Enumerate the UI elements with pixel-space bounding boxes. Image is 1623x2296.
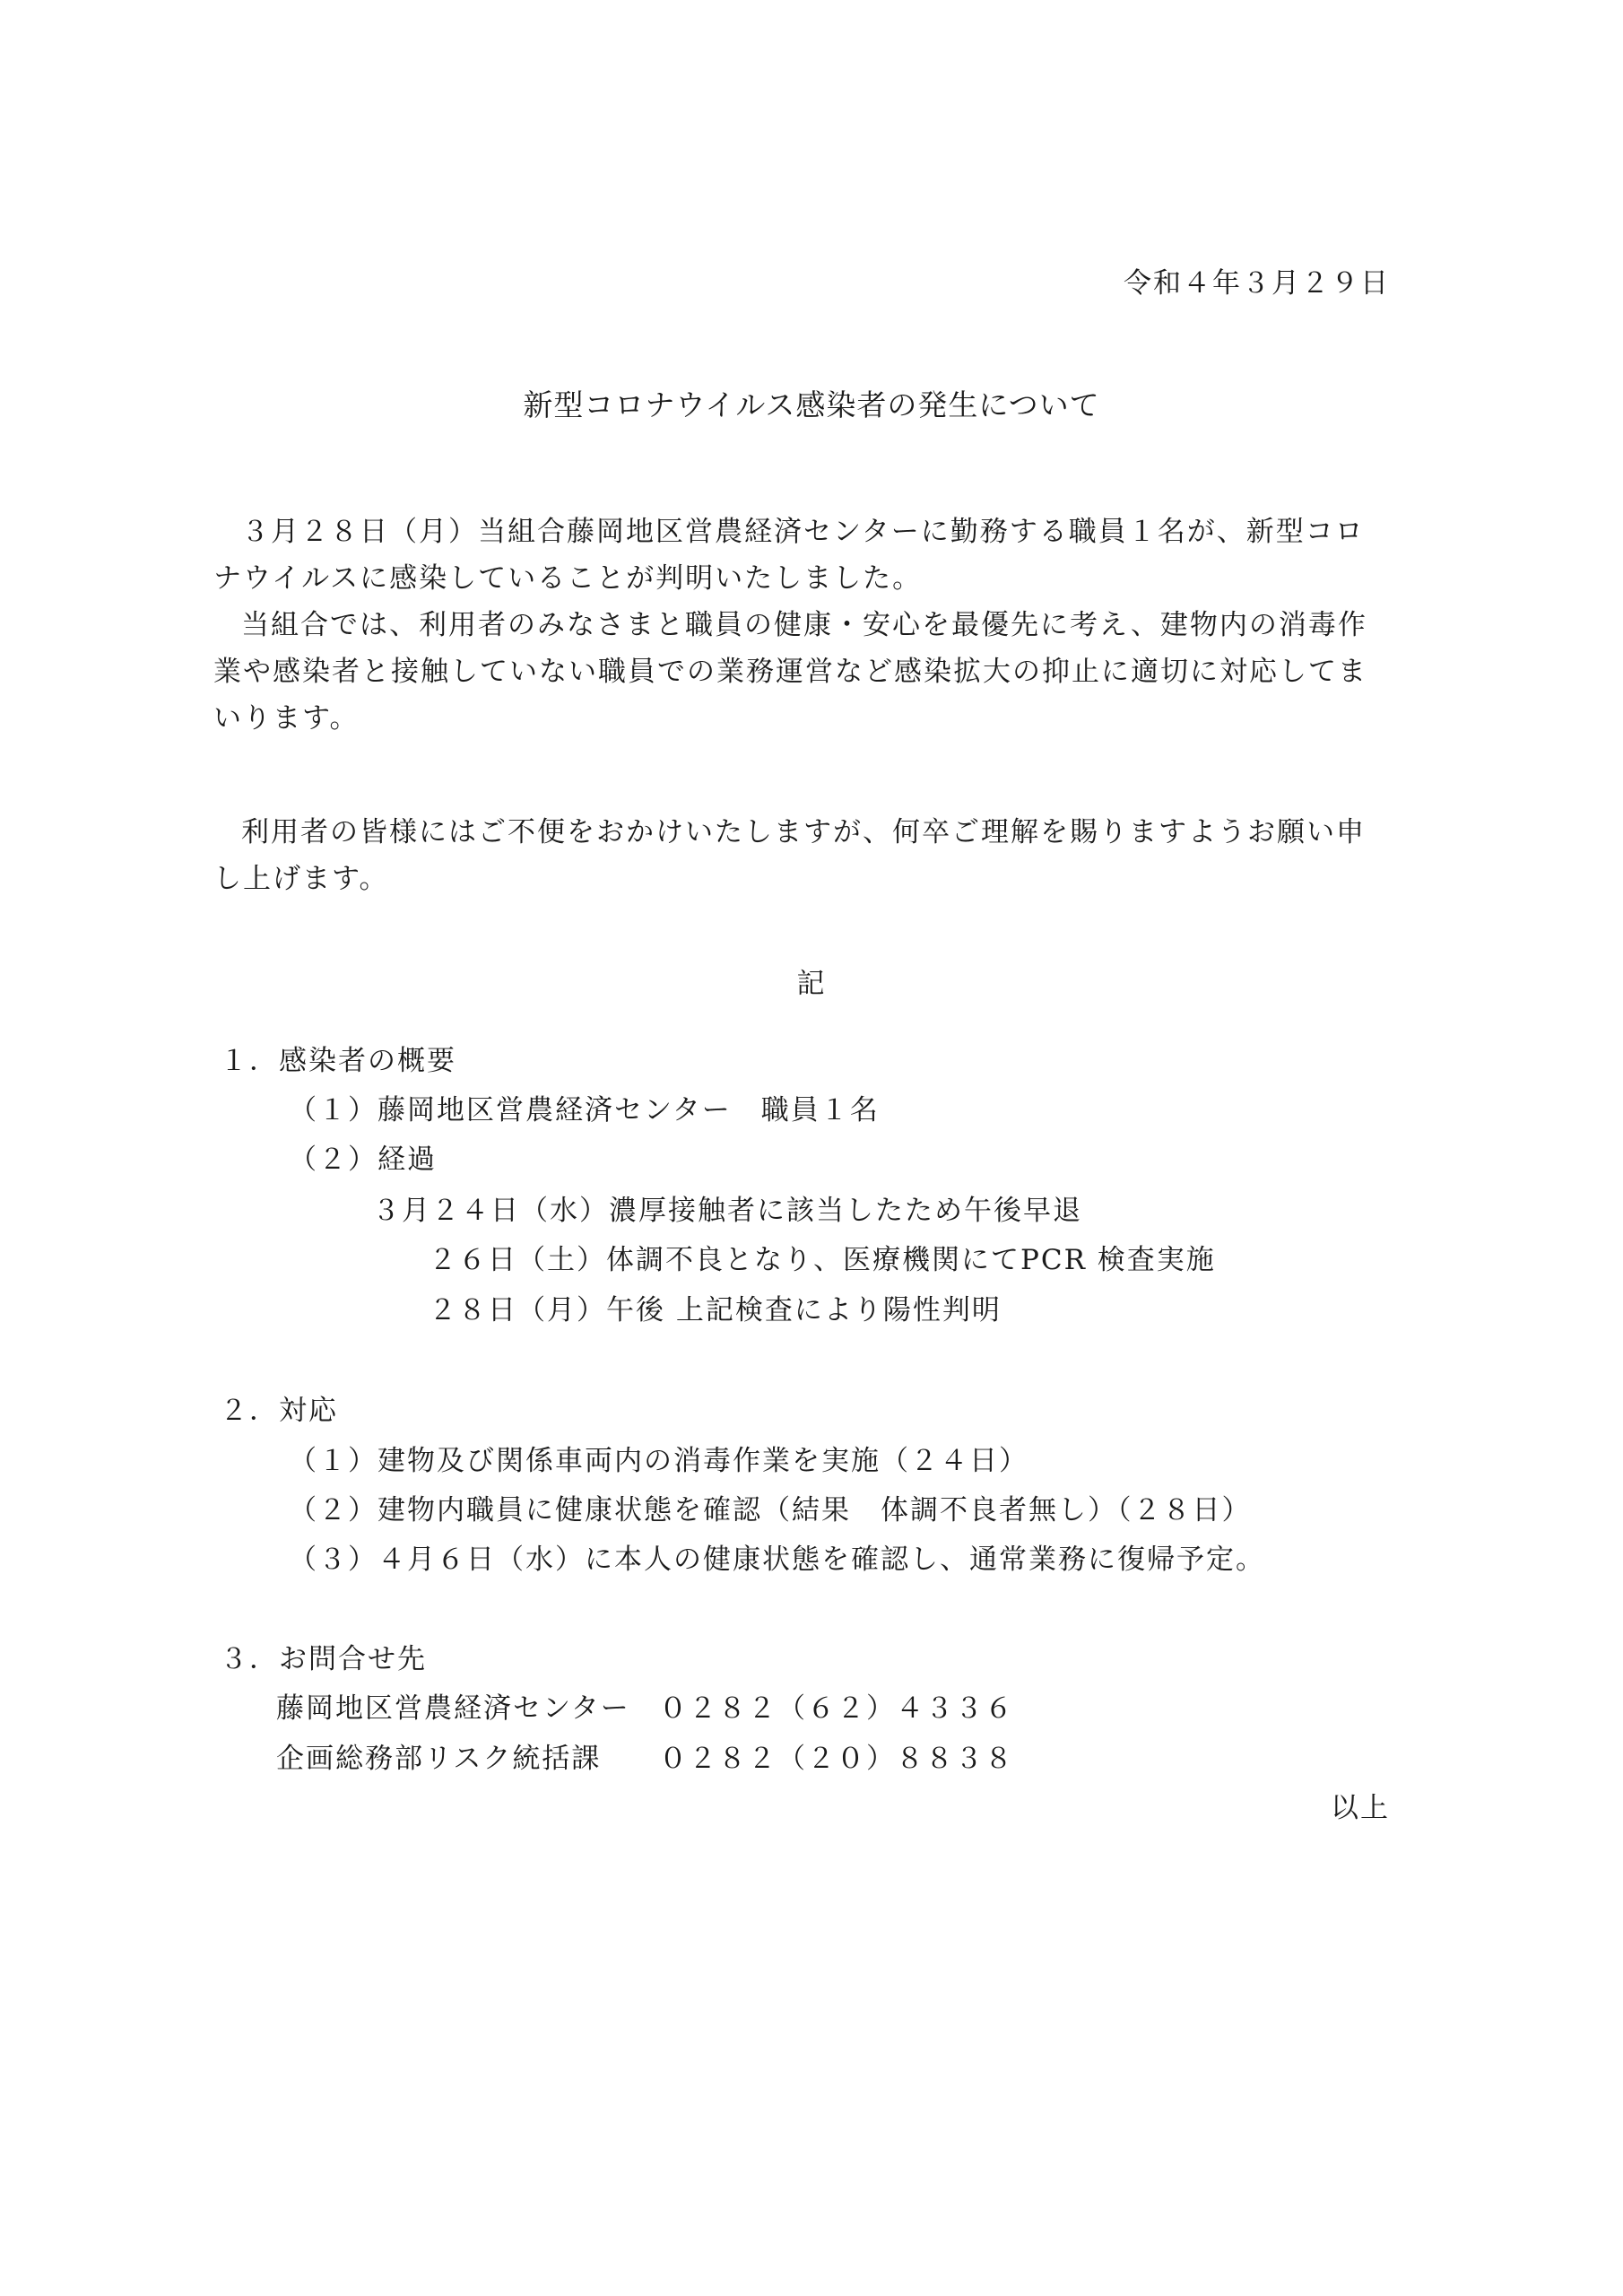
ki-marker: 記 — [796, 968, 827, 1000]
contact-phone-2: ０２８２（２０）８８３８ — [659, 1743, 1014, 1775]
section2-item-2: （２）建物内職員に健康状態を確認（結果 体調不良者無し）（２８日） — [289, 1494, 1252, 1526]
body-paragraph-1: ３月２８日（月）当組合藤岡地区営農経済センターに勤務する職員１名が、新型コロナウイルスに感染していることが判明いたしました。 — [213, 516, 1365, 595]
section2-heading: ２．対応 — [220, 1395, 338, 1427]
section1-item-2: （２）経過 — [289, 1144, 437, 1176]
contact-phone-1: ０２８２（６２）４３３６ — [659, 1692, 1014, 1725]
section1-item-1: （１）藤岡地区営農経済センター 職員１名 — [289, 1094, 880, 1126]
section2-item-1: （１）建物及び関係車両内の消毒作業を実施（２４日） — [289, 1445, 1028, 1477]
section1-event-3: ２８日（月）午後 上記検査により陽性判明 — [429, 1294, 1002, 1326]
section3-heading: ３．お問合せ先 — [220, 1643, 427, 1675]
body-paragraph-3: 利用者の皆様にはご不便をおかけいたしますが、何卒ご理解を賜りますようお願い申し上げます。 — [213, 816, 1366, 895]
section2-item-3: （３）４月６日（水）に本人の健康状態を確認し、通常業務に復帰予定。 — [289, 1544, 1265, 1576]
closing-text: 以上 — [1331, 1792, 1390, 1824]
section1-event-2: ２６日（土）体調不良となり、医療機関にてPCR 検査実施 — [429, 1244, 1216, 1276]
contact-name-2: 企画総務部リスク統括課 — [276, 1743, 602, 1775]
document-title: 新型コロナウイルス感染者の発生について — [523, 387, 1100, 422]
body-text-request — [213, 809, 1392, 902]
section1-event-1: ３月２４日（水）濃厚接触者に該当したため午後早退 — [372, 1195, 1082, 1227]
body-text — [213, 509, 1392, 742]
document-date: 令和４年３月２９日 — [1124, 267, 1390, 300]
body-paragraph-2: 当組合では、利用者のみなさまと職員の健康・安心を最優先に考え、建物内の消毒作業や感染者と接触していない職員での業務運営など感染拡大の抑止に適切に対応してまいります。 — [213, 609, 1367, 735]
section1-heading: １．感染者の概要 — [220, 1045, 456, 1077]
contact-name-1: 藤岡地区営農経済センター — [276, 1692, 630, 1725]
